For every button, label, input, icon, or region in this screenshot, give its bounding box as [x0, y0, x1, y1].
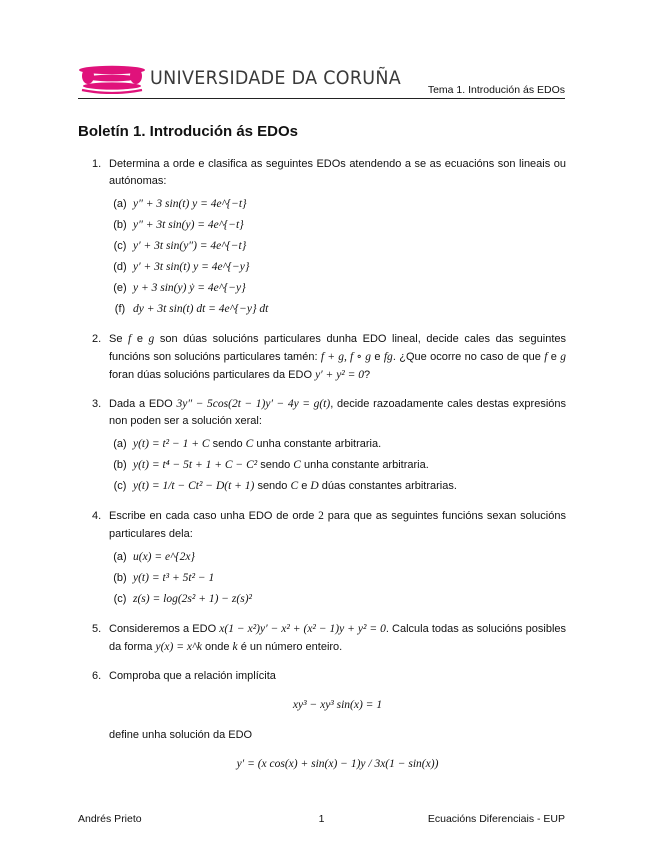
- sub-item: (a) u(x) = e^{2x}: [113, 551, 196, 564]
- equation: y′ + 3t sin(t) y = 4e^{−y}: [133, 261, 250, 274]
- exercise-text: Consideremos a EDO x(1 − x²)y′ − x² + (x² − 1)y + y² = 0. Calcula todas as solucións posibles da forma y(x) = x^k onde k é un número enteiro.: [109, 623, 566, 654]
- exercise-number: 4.: [92, 510, 102, 523]
- ode-equation: y′ = (x cos(x) + sin(x) − 1)y / 3x(1 − sin(x)): [236, 757, 439, 770]
- equation: dy + 3t sin(t) dt = 4e^{−y} dt: [133, 303, 269, 316]
- exercise-5: [92, 621, 566, 657]
- exercise-text: Comproba que a relación implícita: [109, 669, 276, 682]
- exercise-text: Dada a EDO 3y″ − 5cos(2t − 1)y′ − 4y = g(t), decide razoadamente cales destas expresións non poden ser a solución xeral:: [109, 397, 566, 428]
- sub-item-list: [109, 547, 566, 610]
- topic-header: Tema 1. Introdución ás EDOs: [427, 84, 565, 96]
- sub-item: (d) y′ + 3t sin(t) y = 4e^{−y}: [113, 261, 250, 274]
- page-title: Boletín 1. Introdución ás EDOs: [78, 123, 299, 140]
- header-divider: [78, 98, 565, 99]
- sub-item-list: [109, 434, 566, 497]
- equation: y′ + 3t sin(y″) = 4e^{−t}: [133, 240, 247, 253]
- equation: y″ + 3 sin(t) y = 4e^{−t}: [133, 198, 247, 211]
- page-number: 1: [318, 813, 325, 825]
- exercise-list: [92, 156, 566, 786]
- exercise-text: Determina a orde e clasifica as seguintes EDOs atendendo a se as ecuacións son lineais ou autónomas:: [109, 158, 566, 188]
- exercise-2: [92, 331, 566, 384]
- footer-author: Andrés Prieto: [78, 813, 142, 825]
- equation: y″ + 3t sin(y) = 4e^{−t}: [133, 219, 244, 232]
- sub-item: (b) y(t) = t³ + 5t² − 1: [113, 572, 215, 585]
- exercise-1: [92, 156, 566, 320]
- exercise-text: define unha solución da EDO: [109, 728, 253, 741]
- sub-item: (c) y(t) = 1/t − Ct² − D(t + 1) sendo C e D dúas constantes arbitrarias.: [113, 480, 457, 493]
- equation: y(t) = t² − 1 + C: [133, 438, 210, 451]
- equation: y(t) = 1/t − Ct² − D(t + 1): [133, 480, 255, 493]
- implicit-relation: xy³ − xy³ sin(x) = 1: [292, 698, 383, 711]
- exercise-number: 6.: [92, 669, 102, 682]
- sub-item: (c) y′ + 3t sin(y″) = 4e^{−t}: [113, 240, 247, 253]
- equation: u(x) = e^{2x}: [133, 551, 196, 564]
- sub-item: (c) z(s) = log(2s² + 1) − z(s)²: [113, 593, 252, 606]
- footer-course: Ecuacións Diferenciais - EUP: [427, 813, 565, 825]
- sub-item: (b) y″ + 3t sin(y) = 4e^{−t}: [113, 219, 244, 232]
- university-logo-icon: [78, 62, 146, 94]
- exercise-number: 2.: [92, 333, 102, 346]
- page-header: [78, 58, 565, 98]
- equation: y(t) = t³ + 5t² − 1: [133, 572, 215, 585]
- sub-item: (e) y + 3 sin(y) ẏ = 4e^{−y}: [113, 282, 246, 295]
- sub-item: (b) y(t) = t⁴ − 5t + 1 + C − C² sendo C unha constante arbitraria.: [113, 459, 429, 472]
- exercise-4: [92, 508, 566, 610]
- exercise-number: 3.: [92, 397, 102, 410]
- sub-item: (a) y(t) = t² − 1 + C sendo C unha constante arbitraria.: [113, 438, 382, 451]
- equation: y + 3 sin(y) ẏ = 4e^{−y}: [133, 282, 246, 295]
- sub-item: (a) y″ + 3 sin(t) y = 4e^{−t}: [113, 198, 247, 211]
- sub-item-list: [109, 194, 566, 320]
- exercise-text: Escribe en cada caso unha EDO de orde 2 para que as seguintes funcións sexan solucións particulares dela:: [109, 510, 566, 541]
- exercise-text: Se f e g son dúas solucións particulares dunha EDO lineal, decide cales das seguintes funcións son solucións particulares tamén: f + g, f ∘ g e fg. ¿Que ocorre no caso de que f e g foran dúas solucións particulares da EDO y′ + y² = 0?: [109, 333, 567, 381]
- exercise-6: [92, 668, 566, 774]
- sub-item: (f) dy + 3t sin(t) dt = 4e^{−y} dt: [114, 303, 269, 316]
- exercise-number: 5.: [92, 623, 102, 636]
- exercise-number: 1.: [92, 158, 102, 170]
- exercise-3: [92, 396, 566, 498]
- equation: z(s) = log(2s² + 1) − z(s)²: [133, 593, 252, 606]
- equation: y(t) = t⁴ − 5t + 1 + C − C²: [133, 459, 258, 472]
- university-name: UNIVERSIDADE DA CORUÑA: [150, 68, 402, 90]
